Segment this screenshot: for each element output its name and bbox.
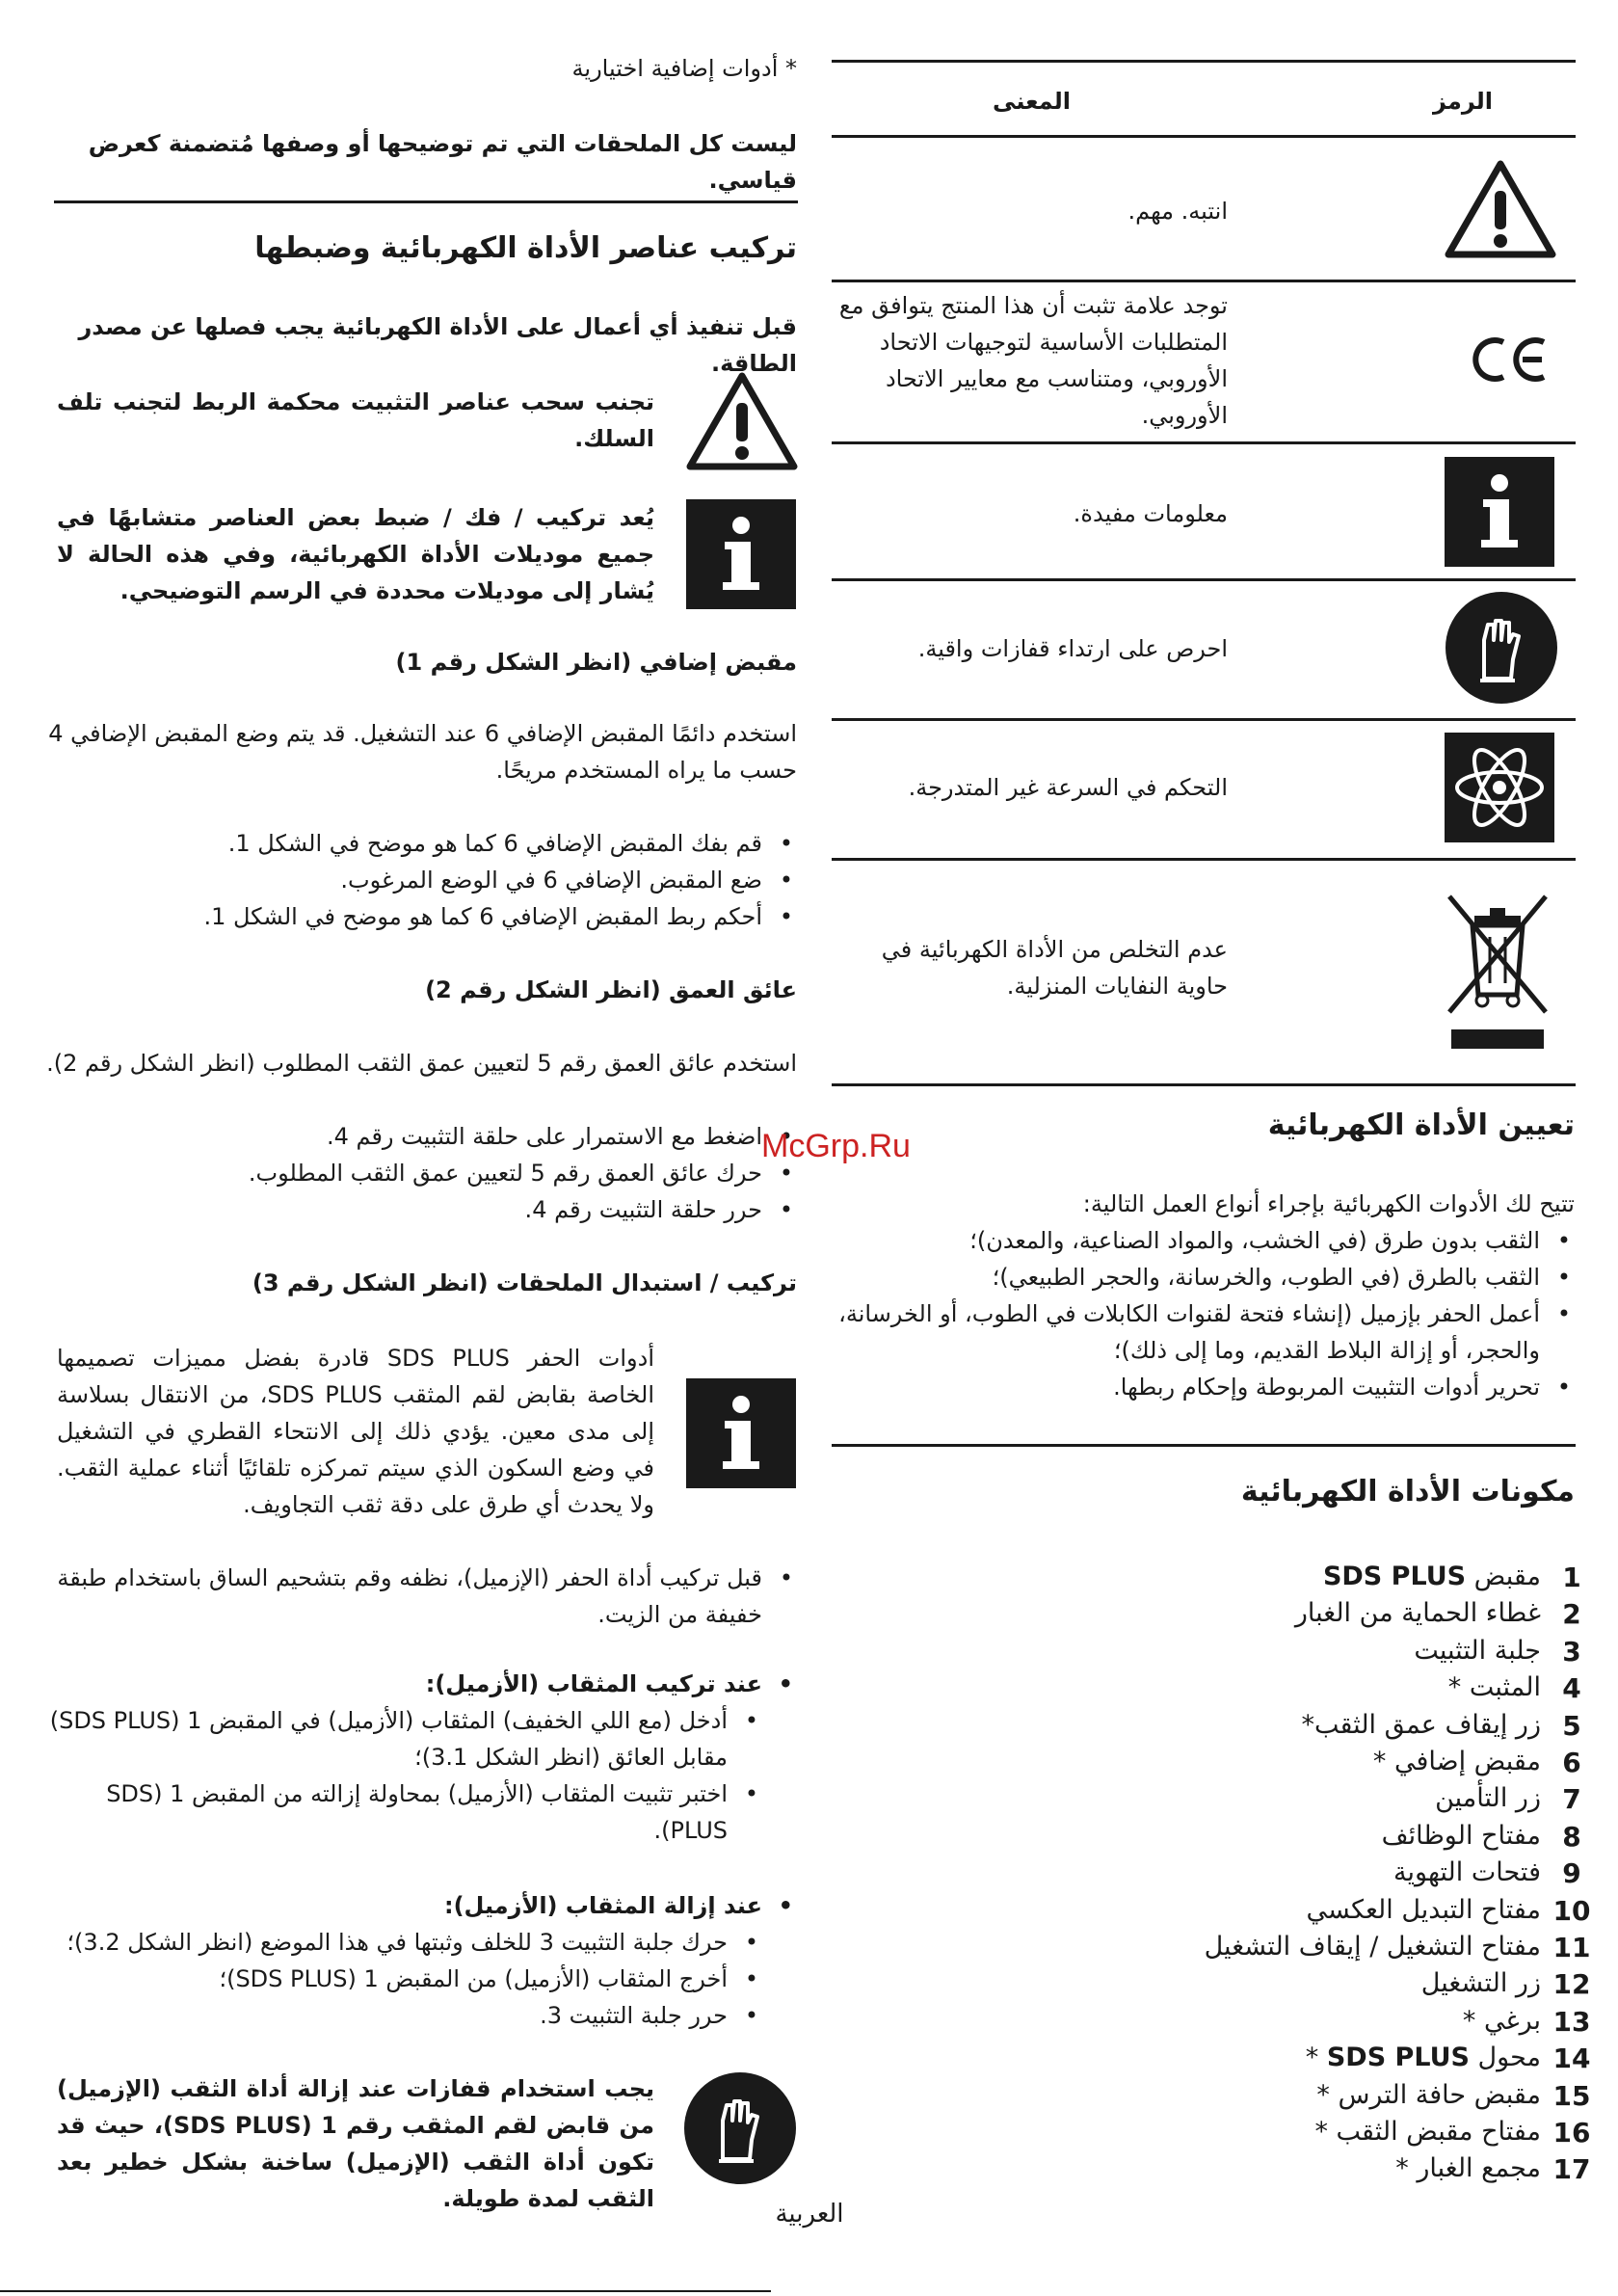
component-item: [1186, 2006, 1591, 2042]
component-number: 3: [1562, 1635, 1581, 1668]
accessory-title: تركيب / استبدال الملحقات (انظر الشكل رقم 3): [252, 1269, 797, 1296]
list-item: • أخرج المثقاب (الأزميل) من المقبض 1 (SDS PLUS)؛: [45, 1961, 762, 1997]
table-header-rule: [832, 135, 1576, 138]
component-item: [1186, 1895, 1591, 1932]
component-label-text: مفتاح التبديل العكسي: [1306, 1894, 1541, 1925]
component-label-text: زر إيقاف عمق الثقب*: [1301, 1709, 1541, 1740]
component-item: [1186, 1672, 1591, 1709]
components-title: مكونات الأداة الكهربائية: [1240, 1475, 1575, 1508]
component-label: [1302, 1710, 1542, 1740]
install-title: • عند تركيب المثقاب (الأزميل):: [45, 1666, 797, 1702]
row-rule: [832, 718, 1576, 721]
remove-steps: [45, 1924, 762, 2034]
section-rule: [54, 200, 798, 203]
component-number: 14: [1552, 2042, 1591, 2075]
component-label-bold: SDS PLUS: [1322, 1562, 1467, 1591]
remove-section: [45, 1887, 797, 1924]
models-info: يُعد تركيب / فك / ضبط بعض العناصر متشابهًا في جميع موديلات الأداة الكهربائية، وفي هذه الحالة لا يُشار إلى موديلات محددة في الرسم التوضيحي.: [57, 504, 654, 604]
aux-handle-title: مقبض إضافي (انظر الشكل رقم 1): [395, 649, 797, 676]
component-number: 5: [1562, 1709, 1581, 1742]
list-item: • حرك جلبة التثبيت 3 للخلف وثبتها في هذا الموضع (انظر الشكل 3.2)؛: [45, 1924, 762, 1961]
component-number: 7: [1562, 1783, 1581, 1816]
component-number: 16: [1552, 2117, 1591, 2149]
component-label: [1448, 1672, 1541, 1702]
component-label: [1393, 1857, 1541, 1887]
meaning-weee: عدم التخلص من الأداة الكهربائية في حاوية النفايات المنزلية.: [881, 936, 1228, 1000]
install-steps: [45, 1702, 762, 1849]
component-item: [1186, 2117, 1591, 2153]
depth-steps: [45, 1118, 797, 1228]
component-number: 1: [1562, 1562, 1581, 1593]
meaning-gloves: احرص على ارتداء قفازات واقية.: [917, 635, 1228, 662]
component-label-text: فتحات التهوية: [1393, 1857, 1541, 1888]
info-icon: [686, 499, 796, 609]
aux-handle-text: استخدم دائمًا المقبض الإضافي 6 عند التشغيل. قد يتم وضع المقبض الإضافي 4 حسب ما يراه المستخدم مريحًا.: [48, 720, 797, 784]
list-item: • تحرير أدوات التثبيت المربوطة وإحكام ربطها.: [833, 1369, 1575, 1405]
aux-handle-steps: [45, 825, 797, 935]
designation-intro: تتيح لك الأدوات الكهربائية بإجراء أنواع العمل التالية:: [1082, 1190, 1575, 1217]
list-item: • الثقب بدون طرق (في الخشب، والمواد الصناعية، والمعدن)؛: [833, 1222, 1575, 1259]
row-rule: [832, 858, 1576, 861]
component-item: [1186, 2042, 1591, 2079]
list-item: • قم بفك المقبض الإضافي 6 كما هو موضح في الشكل 1.: [45, 825, 797, 862]
component-item: [1186, 1562, 1591, 1598]
list-item: • اضغط مع الاستمرار على حلقة التثبيت رقم 4.: [45, 1118, 797, 1155]
info-icon: [1445, 457, 1554, 567]
footer-rule: [0, 2290, 771, 2292]
row-rule: [832, 1083, 1576, 1086]
component-label-suffix: *: [1305, 2042, 1327, 2073]
component-label: [1314, 2117, 1541, 2147]
depth-text: استخدم عائق العمق رقم 5 لتعيين عمق الثقب المطلوب (انظر الشكل رقم 2).: [46, 1050, 797, 1077]
meaning-warning: انتبه. مهم.: [1127, 198, 1228, 225]
speed-control-icon: [1445, 733, 1554, 842]
component-label-text: مجمع الغبار *: [1395, 2153, 1541, 2184]
warning-triangle-icon: [1443, 158, 1558, 260]
install-section: [45, 1666, 797, 1702]
component-label: [1306, 1895, 1541, 1925]
assembly-title: تركيب عناصر الأداة الكهربائية وضبطها: [254, 231, 797, 265]
component-item: [1186, 1747, 1591, 1783]
list-item: • أحكم ربط المقبض الإضافي 6 كما هو موضح في الشكل 1.: [45, 898, 797, 935]
component-number: 13: [1552, 2005, 1591, 2038]
component-label: [1295, 1598, 1541, 1628]
component-item: [1186, 1968, 1591, 2005]
list-item: • الثقب بالطرق (في الطوب، والخرسانة، والحجر الطبيعي)؛: [833, 1259, 1575, 1295]
component-label-text: زر التأمين: [1435, 1783, 1541, 1814]
meaning-speed: التحكم في السرعة غير المتدرجة.: [908, 774, 1228, 801]
component-number: 8: [1562, 1820, 1581, 1853]
depth-title: عائق العمق (انظر الشكل رقم 2): [425, 976, 797, 1003]
component-label-text: مفتاح الوظائف: [1381, 1820, 1541, 1851]
list-item: • حرر حلقة التثبيت رقم 4.: [45, 1191, 797, 1228]
component-label-text: جلبة التثبيت: [1414, 1635, 1541, 1666]
component-label-text: مقبض إضافي *: [1372, 1747, 1541, 1776]
cord-warning: تجنب سحب عناصر التثبيت محكمة الربط لتجنب تلف السلك.: [57, 388, 654, 452]
component-number: 15: [1552, 2079, 1591, 2112]
grease-step: [45, 1560, 797, 1633]
info-icon: [686, 1378, 796, 1488]
component-label: [1382, 1821, 1541, 1851]
designation-title: تعيين الأداة الكهربائية: [1267, 1108, 1575, 1142]
component-label-text: مفتاح مقبض الثقب *: [1314, 2117, 1541, 2147]
footer-language: العربية: [775, 2200, 844, 2229]
component-item: [1186, 1821, 1591, 1857]
section-rule: [832, 1444, 1576, 1447]
list-item: • اختبر تثبيت المثقاب (الأزميل) بمحاولة إزالته من المقبض 1 (SDS PLUS).: [45, 1775, 762, 1849]
meaning-info: معلومات مفيدة.: [1073, 500, 1228, 527]
disconnect-warning: قبل تنفيذ أي أعمال على الأداة الكهربائية يجب فصلها عن مصدر الطاقة.: [78, 313, 797, 377]
list-item: • ضع المقبض الإضافي 6 في الوضع المرغوب.: [45, 862, 797, 898]
watermark: McGrp.Ru: [761, 1128, 911, 1164]
header-symbol: الرمز: [1433, 88, 1493, 115]
component-number: 11: [1552, 1932, 1591, 1963]
component-label: [1421, 1968, 1541, 1998]
component-label-text: المثبت *: [1447, 1672, 1541, 1703]
header-meaning: المعنى: [993, 88, 1071, 115]
component-item: [1186, 1932, 1591, 1968]
component-label: [1395, 2153, 1541, 2183]
component-item: [1186, 1598, 1591, 1635]
ce-mark-icon: [1465, 333, 1552, 387]
component-label-text: زر التشغيل: [1420, 1968, 1541, 1999]
component-label: [1414, 1636, 1541, 1666]
component-label-text: غطاء الحماية من الغبار: [1294, 1598, 1541, 1629]
list-item: • أعمل الحفر بإزميل (إنشاء فتحة لقنوات الكابلات في الطوب، أو الخرسانة، والحجر، أو إزالة البلاط القديم، وما إلى ذلك)؛: [833, 1295, 1575, 1369]
component-label-text: مقبض حافة الترس *: [1316, 2079, 1541, 2110]
list-item: • أدخل (مع اللي الخفيف) المثقاب (الأزميل) في المقبض 1 (SDS PLUS) مقابل العائق (انظر الشكل 3.1)؛: [45, 1702, 762, 1775]
component-number: 4: [1562, 1672, 1581, 1705]
component-number: 10: [1552, 1894, 1591, 1927]
gloves-icon: [1446, 592, 1557, 704]
component-number: 6: [1562, 1747, 1581, 1778]
row-rule: [832, 578, 1576, 581]
component-item: [1186, 1783, 1591, 1820]
component-item: [1186, 2080, 1591, 2117]
remove-title: • عند إزالة المثقاب (الأزميل):: [45, 1887, 797, 1924]
list-item: • حرك عائق العمق رقم 5 لتعيين عمق الثقب المطلوب.: [45, 1155, 797, 1191]
designation-list: [833, 1222, 1575, 1405]
list-item: • حرر جلبة التثبيت 3.: [45, 1997, 762, 2034]
component-number: 17: [1552, 2153, 1591, 2186]
meaning-ce: توجد علامة تثبت أن هذا المنتج يتوافق مع المتطلبات الأساسية لتوجيهات الاتحاد الأوروبي، ومتناسب مع معايير الاتحاد الأوروبي.: [838, 292, 1228, 429]
component-item: [1186, 1857, 1591, 1894]
sds-info: أدوات الحفر SDS PLUS قادرة بفضل مميزات تصميمها الخاصة بقابض لقم المثقب SDS PLUS، من الانتقال بسلاسة إلى مدى معين. يؤدي ذلك إلى الانتحاء القطري في التشغيل في وضع السكون الذي سيتم تمركزه تلقائيًا أثناء عملية الثقب. ولا يحدث أي طرق على دقة ثقب التجاويف.: [57, 1345, 654, 1518]
component-number: 12: [1552, 1968, 1591, 2001]
component-label: [1205, 1932, 1541, 1962]
component-label-text: برغي *: [1462, 2005, 1541, 2036]
component-label-text: مقبض: [1466, 1562, 1541, 1591]
optional-note: * أدوات إضافية اختيارية: [571, 55, 797, 82]
component-label: [1463, 2006, 1541, 2036]
weee-bin-icon: [1440, 887, 1555, 1051]
not-included-note: ليست كل الملحقات التي تم توضيحها أو وصفها مُتضمنة كعرض قياسي.: [88, 130, 797, 194]
component-label: [1323, 1562, 1541, 1591]
component-number: 9: [1562, 1857, 1581, 1890]
component-label-text: مفتاح التشغيل / إيقاف التشغيل: [1204, 1932, 1541, 1962]
component-label-text: محول: [1469, 2042, 1541, 2073]
component-number: 2: [1562, 1598, 1581, 1631]
component-label: [1316, 2080, 1541, 2110]
gloves-icon: [684, 2072, 796, 2184]
row-rule: [832, 280, 1576, 282]
list-item: • قبل تركيب أداة الحفر (الإزميل)، نظفه وقم بتشحيم الساق باستخدام طبقة خفيفة من الزيت.: [45, 1560, 797, 1633]
component-item: [1186, 1636, 1591, 1672]
component-label: [1306, 2042, 1541, 2072]
component-item: [1186, 1710, 1591, 1747]
component-label-bold: SDS PLUS: [1326, 2042, 1470, 2073]
component-label: [1435, 1783, 1541, 1813]
component-label: [1373, 1747, 1541, 1776]
row-rule: [832, 441, 1576, 444]
warning-triangle-icon: [684, 370, 800, 472]
component-item: [1186, 2153, 1591, 2190]
gloves-warning: يجب استخدام قفازات عند إزالة أداة الثقب (الإزميل) من قابض لقم المثقب رقم 1 (SDS PLUS)، حيث قد تكون أداة الثقب (الإزميل) ساخنة بشكل خطير بعد الثقب لمدة طويلة.: [57, 2075, 654, 2212]
table-top-rule: [832, 60, 1576, 63]
